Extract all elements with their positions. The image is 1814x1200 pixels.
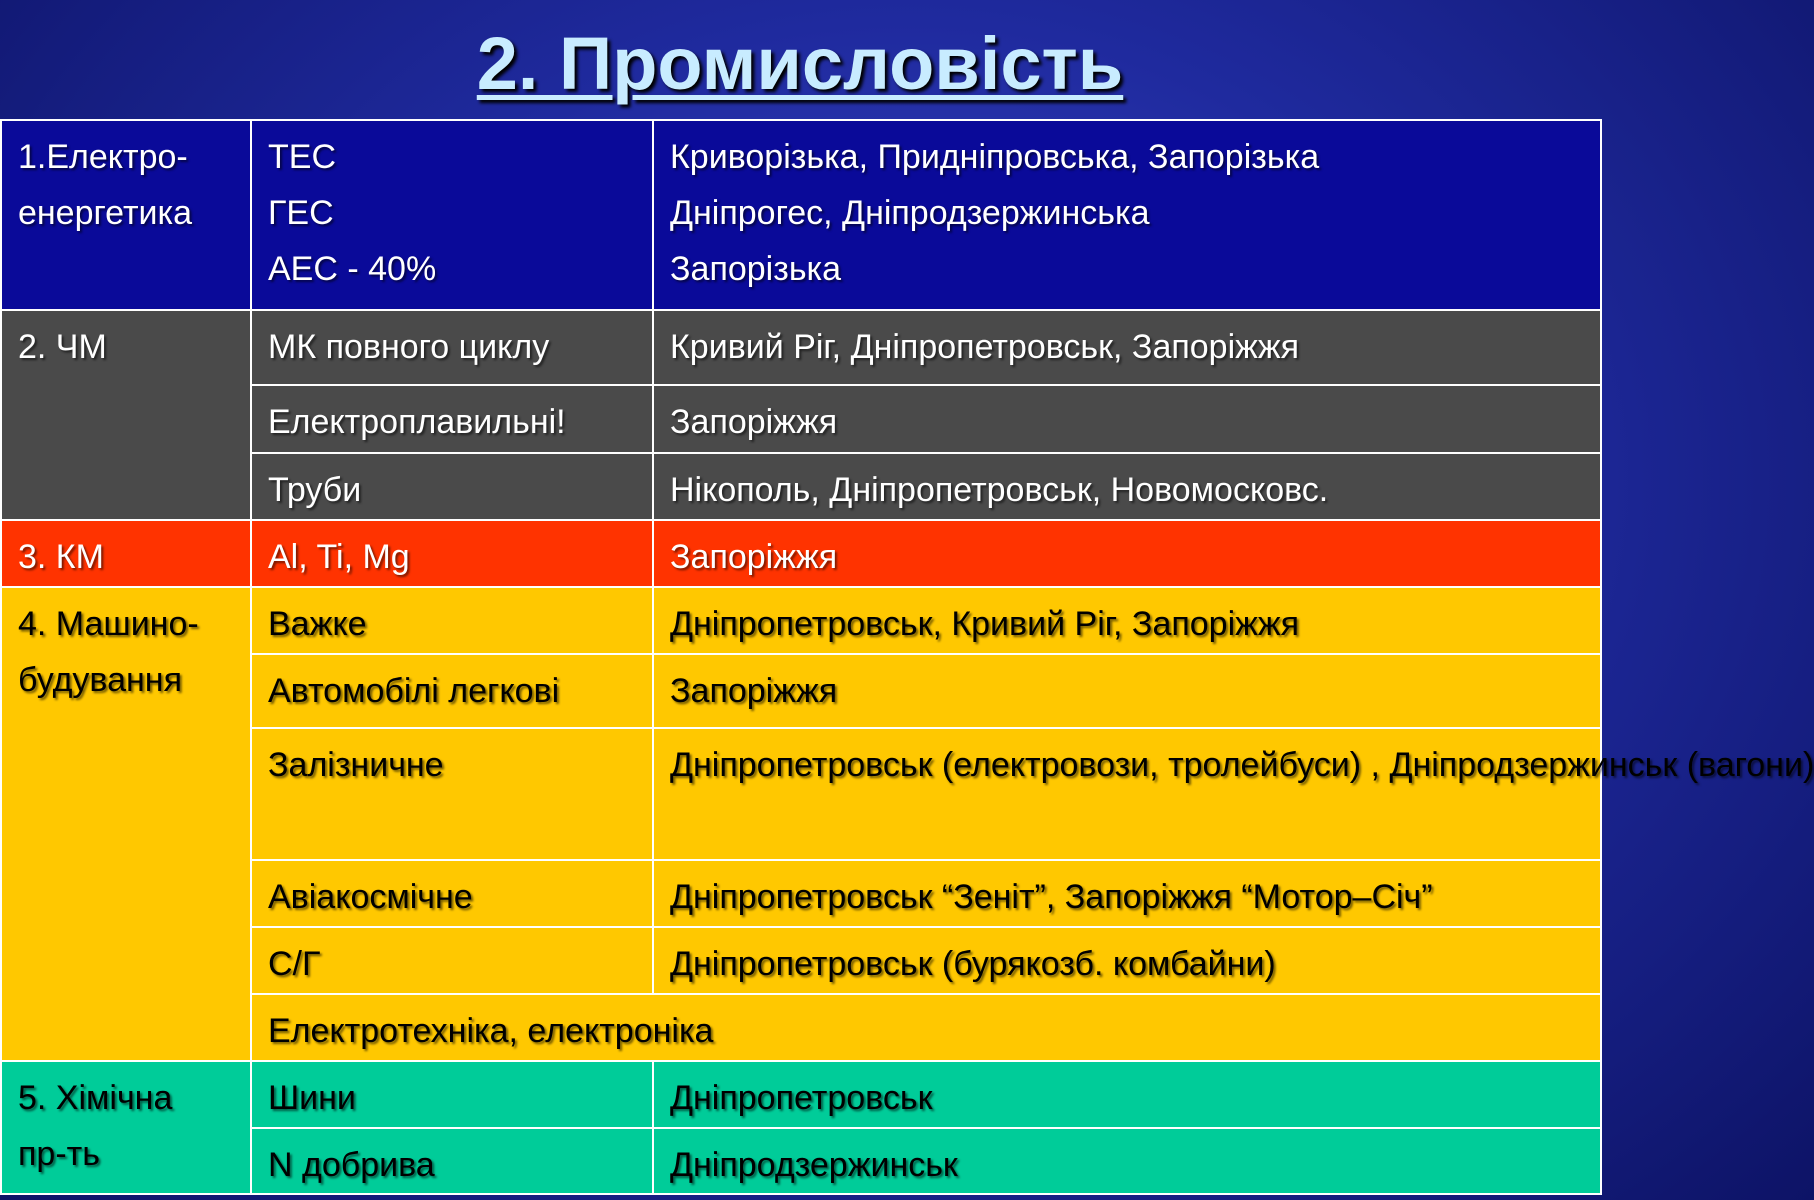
places-cell: Дніпропетровськ xyxy=(653,1061,1601,1128)
places-cell: Запоріжжя xyxy=(653,385,1601,453)
category-label-line: 1.Електро- xyxy=(18,138,188,176)
industry-table xyxy=(0,119,1814,1195)
places-cell: Дніпродзержинськ xyxy=(653,1128,1601,1194)
type-tes: ТЕС xyxy=(268,138,336,176)
type-cell: МК повного циклу xyxy=(251,310,653,385)
type-cell: Труби xyxy=(251,453,653,520)
places-cell: Дніпропетровськ (бурякозб. комбайни) xyxy=(653,927,1601,994)
category-label-line: енергетика xyxy=(18,194,193,232)
category-nonferrous: 3. КМ xyxy=(1,520,251,587)
type-cell: С/Г xyxy=(251,927,653,994)
table-row-chemical xyxy=(1,1061,1601,1128)
places-hes: Дніпрогес, Дніпродзержинська xyxy=(670,194,1150,232)
places-cell: Дніпропетровськ “Зеніт”, Запоріжжя “Мотор–Січ” xyxy=(653,860,1601,927)
category-ferrous: 2. ЧМ xyxy=(1,310,251,520)
category-energy xyxy=(1,120,251,310)
slide-title: 2. Промисловість xyxy=(476,22,1124,105)
type-cell xyxy=(251,120,653,310)
type-cell: Залізничне xyxy=(251,728,653,860)
type-cell: Електроплавильні! xyxy=(251,385,653,453)
places-cell xyxy=(653,120,1601,310)
machinery-extra-cell: Електротехніка, електроніка xyxy=(251,994,1601,1061)
places-cell: Нікополь, Дніпропетровськ, Новомосковс. xyxy=(653,453,1601,520)
places-cell: Запоріжжя xyxy=(653,654,1601,728)
table-row-nonferrous xyxy=(1,520,1601,587)
type-cell: Авіакосмічне xyxy=(251,860,653,927)
table-row-energy xyxy=(1,120,1601,310)
type-cell: Важке xyxy=(251,587,653,654)
places-tes: Криворізька, Придніпровська, Запорізька xyxy=(670,138,1320,176)
type-hes: ГЕС xyxy=(268,194,334,232)
category-label-line: будування xyxy=(18,661,182,699)
type-aes: АЕС - 40% xyxy=(268,250,437,288)
type-cell: Шини xyxy=(251,1061,653,1128)
category-label-line: пр-ть xyxy=(18,1135,100,1173)
places-cell: Дніпропетровськ, Кривий Ріг, Запоріжжя xyxy=(653,587,1601,654)
category-label-line: 5. Хімічна xyxy=(18,1079,173,1117)
table-row-ferrous xyxy=(1,310,1601,385)
table-row-machinery xyxy=(1,587,1601,654)
places-cell: Кривий Ріг, Дніпропетровськ, Запоріжжя xyxy=(653,310,1601,385)
type-cell: N добрива xyxy=(251,1128,653,1194)
category-label-line: 4. Машино- xyxy=(18,605,199,643)
type-cell: Автомобілі легкові xyxy=(251,654,653,728)
places-cell: Запоріжжя xyxy=(653,520,1601,587)
category-machinery xyxy=(1,587,251,1061)
type-cell: Al, Ti, Mg xyxy=(251,520,653,587)
category-chemical xyxy=(1,1061,251,1194)
places-cell: Дніпропетровськ (електровози, тролейбуси) , Дніпродзержинськ (вагони) xyxy=(653,728,1601,860)
places-aes: Запорізька xyxy=(670,250,842,288)
